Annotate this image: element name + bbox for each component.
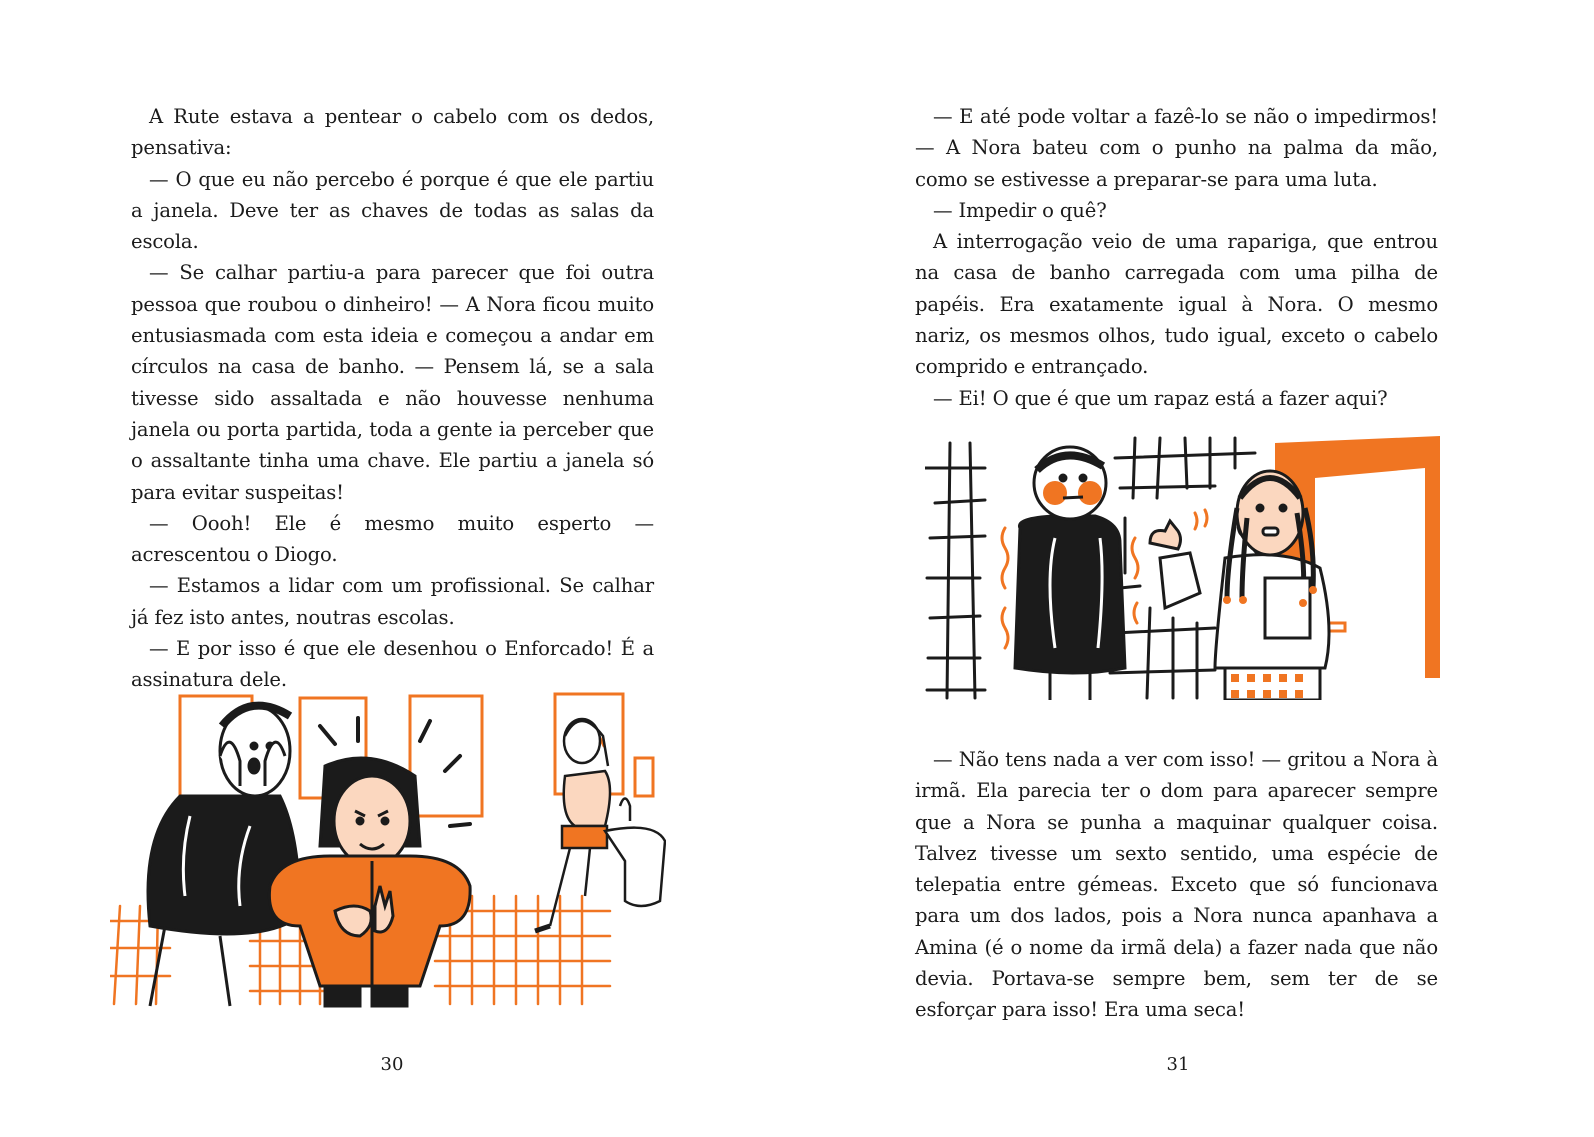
right-page-text-top (915, 101, 1438, 414)
paragraph: — Impedir o quê? (933, 198, 1107, 222)
paragraph: — Se calhar partiu-a para parecer que foi outra pessoa que roubou o dinheiro! — A Nora ficou muito entusiasmada com esta ideia e começou a andar em círculos na casa de banho. — Pensem lá, se a sala tivesse sido assaltada e não houvesse nenhuma janela ou porta partida, toda a gente ia perceber que o assaltante tinha uma chave. Ele partiu a janela só para evitar suspeitas! (131, 261, 654, 504)
right-page-text-bottom (915, 744, 1438, 1026)
shocked-boy (148, 706, 300, 1006)
paragraph: A interrogação veio de uma rapariga, que entrou na casa de banho carregada com uma pilha de papéis. Era exatamente igual à Nora. O mesmo nariz, os mesmos olhos, tudo igual, exceto o cabelo comprido e entrançado. (915, 230, 1438, 379)
paragraph: — E até pode voltar a fazê-lo se não o impedirmos! — A Nora bateu com o punho na palma da mão, como se estivesse a preparar-se para uma luta. (915, 105, 1438, 191)
paragraph: — Ei! O que é que um rapaz está a fazer aqui? (933, 386, 1388, 410)
doorway-scene-illustration (925, 428, 1440, 700)
right-page (797, 0, 1594, 1137)
paragraph: — Não tens nada a ver com isso! — gritou a Nora à irmã. Ela parecia ter o dom para aparecer sempre que a Nora se punha a maquinar qualquer coisa. Talvez tivesse um sexto sentido, uma espécie de telepatia entre gémeas. Exceto que só funcionava para um dos lados, pois a Nora nunca apanhava a Amina (é o nome da irmã dela) a fazer nada que não devia. Portava-se sempre bem, sem ter de se esforçar para isso! Era uma seca! (915, 748, 1438, 1022)
page-number: 31 (1166, 1054, 1190, 1075)
left-page-text (131, 101, 654, 696)
page-number: 30 (380, 1054, 404, 1075)
paragraph: A Rute estava a pentear o cabelo com os dedos, pensativa: (131, 105, 654, 160)
braided-girl (1150, 471, 1329, 700)
paragraph: — O que eu não percebo é porque é que ele partiu a janela. Deve ter as chaves de todas as salas da escola. (131, 167, 654, 254)
bathroom-scene-illustration (110, 686, 666, 1008)
paragraph: — Oooh! Ele é mesmo muito esperto — acrescentou o Diogo. (131, 511, 654, 567)
paragraph: — E por isso é que ele desenhou o Enforcado! É a assinatura dele. (131, 637, 654, 692)
paragraph: — Estamos a lidar com um profissional. Se calhar já fez isto antes, noutras escolas. (131, 574, 654, 629)
blushing-boy (1015, 447, 1125, 700)
